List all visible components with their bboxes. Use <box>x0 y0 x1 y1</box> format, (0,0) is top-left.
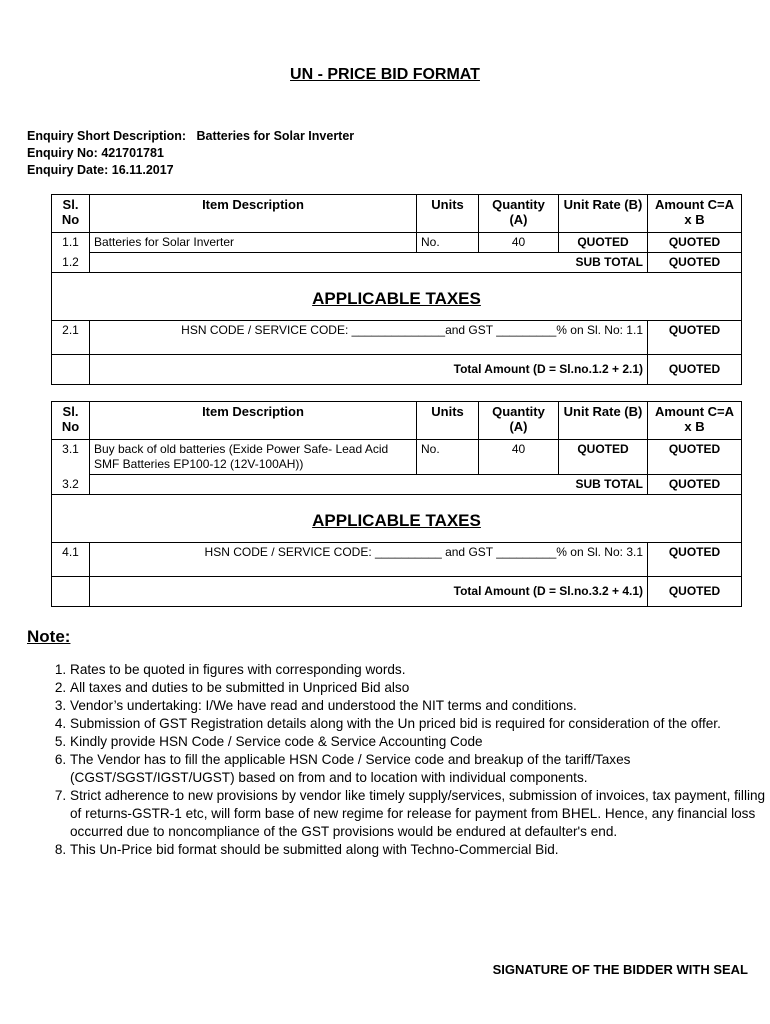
row-item: Batteries for Solar Inverter <box>90 233 417 253</box>
row-amount: QUOTED <box>648 440 742 475</box>
applicable-taxes-heading: APPLICABLE TAXES <box>52 495 742 543</box>
header-sl-no: Sl. No <box>52 195 90 233</box>
tax-text: HSN CODE / SERVICE CODE: ______________and GST _________% on Sl. No: 1.1 <box>90 321 648 355</box>
taxes-title-row <box>52 495 742 543</box>
subtotal-label: SUB TOTAL <box>90 475 648 495</box>
header-unit-rate: Unit Rate (B) <box>559 195 648 233</box>
enquiry-no-label: Enquiry No: <box>27 146 98 160</box>
tax-sl: 4.1 <box>52 543 90 577</box>
list-item: 2. All taxes and duties to be submitted in Unpriced Bid also <box>70 679 770 697</box>
list-item: 1. Rates to be quoted in figures with corresponding words. <box>70 661 770 679</box>
enquiry-date-value: 16.11.2017 <box>111 163 174 177</box>
header-units: Units <box>417 402 479 440</box>
page-title: UN - PRICE BID FORMAT <box>290 66 480 83</box>
total-label: Total Amount (D = Sl.no.1.2 + 2.1) <box>90 355 648 385</box>
subtotal-row <box>52 253 742 273</box>
table-header-row <box>52 195 742 233</box>
tax-sl: 2.1 <box>52 321 90 355</box>
header-item-description: Item Description <box>90 195 417 233</box>
row-item: Buy back of old batteries (Exide Power Safe- Lead Acid SMF Batteries EP100-12 (12V-100AH)) <box>90 440 417 475</box>
table-header-row <box>52 402 742 440</box>
enquiry-no-row <box>27 145 354 162</box>
note-heading: Note: <box>27 627 71 646</box>
list-item: 6. The Vendor has to fill the applicable HSN Code / Service code and breakup of the tariff/Taxes (CGST/SGST/IGST/UGST) based on from and to location with individual components. <box>70 751 770 787</box>
tax-row <box>52 321 742 355</box>
subtotal-label: SUB TOTAL <box>90 253 648 273</box>
header-amount: Amount C=A x B <box>648 195 742 233</box>
enquiry-description-value: Batteries for Solar Inverter <box>196 129 355 143</box>
total-row <box>52 577 742 607</box>
row-sl: 1.1 <box>52 233 90 253</box>
subtotal-amount: QUOTED <box>648 475 742 495</box>
enquiry-no-value: 421701781 <box>101 146 164 160</box>
table-row <box>52 233 742 253</box>
tax-text: HSN CODE / SERVICE CODE: __________ and GST _________% on Sl. No: 3.1 <box>90 543 648 577</box>
row-units: No. <box>417 440 479 475</box>
header-units: Units <box>417 195 479 233</box>
subtotal-row <box>52 475 742 495</box>
taxes-title-row <box>52 273 742 321</box>
price-table-1 <box>51 194 742 385</box>
header-sl-no: Sl. No <box>52 402 90 440</box>
enquiry-description-row <box>27 128 354 145</box>
tax-row <box>52 543 742 577</box>
list-item: 8. This Un-Price bid format should be submitted along with Techno-Commercial Bid. <box>70 841 770 859</box>
table-row <box>52 440 742 475</box>
applicable-taxes-heading: APPLICABLE TAXES <box>52 273 742 321</box>
row-unit-rate: QUOTED <box>559 233 648 253</box>
row-sl: 3.1 <box>52 440 90 475</box>
subtotal-amount: QUOTED <box>648 253 742 273</box>
total-row <box>52 355 742 385</box>
price-table-2 <box>51 401 742 607</box>
total-label: Total Amount (D = Sl.no.3.2 + 4.1) <box>90 577 648 607</box>
row-quantity: 40 <box>479 233 559 253</box>
total-sl <box>52 577 90 607</box>
header-item-description: Item Description <box>90 402 417 440</box>
row-quantity: 40 <box>479 440 559 475</box>
total-sl <box>52 355 90 385</box>
list-item: 4. Submission of GST Registration details along with the Un priced bid is required for consideration of the offer. <box>70 715 770 733</box>
enquiry-details <box>27 128 354 179</box>
row-unit-rate: QUOTED <box>559 440 648 475</box>
subtotal-sl: 1.2 <box>52 253 90 273</box>
header-quantity: Quantity (A) <box>479 195 559 233</box>
signature-label: SIGNATURE OF THE BIDDER WITH SEAL <box>492 962 748 977</box>
notes-list <box>30 661 770 859</box>
header-unit-rate: Unit Rate (B) <box>559 402 648 440</box>
list-item: 3. Vendor’s undertaking: I/We have read and understood the NIT terms and conditions. <box>70 697 770 715</box>
header-amount: Amount C=A x B <box>648 402 742 440</box>
enquiry-date-row <box>27 162 354 179</box>
total-amount: QUOTED <box>648 577 742 607</box>
subtotal-sl: 3.2 <box>52 475 90 495</box>
list-item: 7. Strict adherence to new provisions by vendor like timely supply/services, submission of invoices, tax payment, filling of returns-GSTR-1 etc, will form base of new regime for release for payment from BHEL. Hence, any financial loss occurred due to noncompliance of the GST provisions would be endured at defaulter's end. <box>70 787 770 841</box>
list-item: 5. Kindly provide HSN Code / Service code & Service Accounting Code <box>70 733 770 751</box>
enquiry-date-label: Enquiry Date: <box>27 163 109 177</box>
row-units: No. <box>417 233 479 253</box>
total-amount: QUOTED <box>648 355 742 385</box>
row-amount: QUOTED <box>648 233 742 253</box>
tax-amount: QUOTED <box>648 321 742 355</box>
header-quantity: Quantity (A) <box>479 402 559 440</box>
tax-amount: QUOTED <box>648 543 742 577</box>
enquiry-description-label: Enquiry Short Description: <box>27 129 187 143</box>
